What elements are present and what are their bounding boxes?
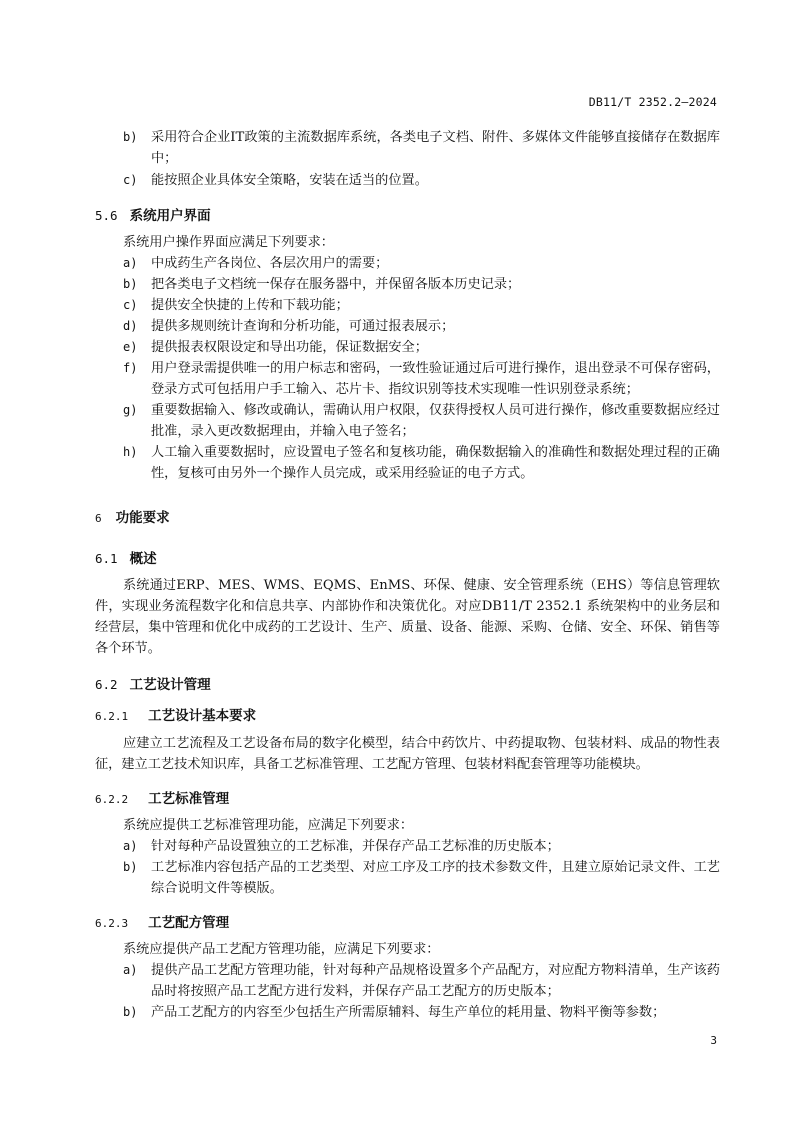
list-item [95, 253, 720, 274]
list-item-text: 提供报表权限设定和导出功能，保证数据安全； [151, 340, 428, 355]
document-code: DB11/T 2352.2—2024 [588, 95, 717, 109]
list-item [95, 400, 720, 442]
list-item-text: 提供产品工艺配方管理功能，针对每种产品规格设置多个产品配方，对应配方物料清单，生产该药品时将按照产品工艺配方进行发料，并保存产品工艺配方的历史版本； [151, 963, 720, 999]
section-number: 5.6 [95, 208, 118, 223]
list-marker: c) [123, 173, 138, 187]
list-item [95, 442, 720, 484]
list-marker: b) [123, 860, 138, 874]
list-item-text: 能按照企业具体安全策略，安装在适当的位置。 [151, 173, 428, 188]
list-marker: c) [123, 298, 138, 312]
list-item [95, 358, 720, 400]
list-marker: f) [123, 361, 138, 375]
section-title: 工艺设计管理 [129, 677, 211, 693]
list-marker: b) [123, 1005, 138, 1019]
list-item [95, 295, 720, 316]
section-title: 功能要求 [115, 510, 170, 526]
process-design-paragraph: 应建立工艺流程及工艺设备布局的数字化模型，结合中药饮片、中药提取物、包装材料、成品的物性表征，建立工艺技术知识库，具备工艺标准管理、工艺配方管理、包装材料配套管理等功能模块。 [95, 736, 720, 772]
section-heading-6-2-1 [95, 704, 256, 724]
overview-paragraph: 系统通过ERP、MES、WMS、EQMS、EnMS、环保、健康、安全管理系统（EHS）等信息管理软件，实现业务流程数字化和信息共享、内部协作和决策优化。对应DB11/T 2352.1 系统架构中的业务层和经营层，集中管理和优化中成药的工艺设计、生产、质量、设备、能源、采购、仓储、安全、环保、销售等各个环节。 [95, 578, 720, 656]
section-number: 6.2.1 [95, 710, 129, 723]
list-item-text: 把各类电子文档统一保存在服务器中，并保留各版本历史记录； [151, 277, 521, 292]
list-marker: d) [123, 319, 138, 333]
section-number: 6.1 [95, 551, 118, 566]
list-item [95, 1002, 720, 1023]
section-title: 工艺配方管理 [148, 915, 230, 931]
section-number: 6.2.3 [95, 917, 129, 930]
list-item-text: 提供安全快捷的上传和下载功能； [151, 298, 349, 313]
list-marker: b) [123, 277, 138, 291]
list-item-text: 采用符合企业IT政策的主流数据库系统，各类电子文档、附件、多媒体文件能够直接储存在数据库中； [151, 130, 720, 166]
section-title: 概述 [129, 551, 157, 567]
list-marker: e) [123, 340, 138, 354]
section-heading-6-2-3 [95, 911, 229, 931]
list-marker: a) [123, 963, 138, 977]
section-title: 工艺标准管理 [148, 791, 230, 807]
list-marker: g) [123, 403, 138, 417]
list-item-text: 中成药生产各岗位、各层次用户的需要； [151, 256, 389, 271]
list-item [95, 170, 720, 191]
list-item-text: 人工输入重要数据时，应设置电子签名和复核功能，确保数据输入的准确性和数据处理过程的正确性，复核可由另外一个操作人员完成，或采用经验证的电子方式。 [151, 445, 720, 481]
list-marker: b) [123, 130, 138, 144]
list-item-text: 产品工艺配方的内容至少包括生产所需原辅料、每生产单位的耗用量、物料平衡等参数； [151, 1005, 666, 1020]
section-number: 6 [95, 512, 102, 525]
list-item [95, 274, 720, 295]
list-item-text: 提供多规则统计查询和分析功能，可通过报表展示； [151, 319, 455, 334]
section-number: 6.2.2 [95, 793, 129, 806]
section-intro: 系统应提供工艺标准管理功能，应满足下列要求： [123, 818, 414, 833]
list-item-text: 用户登录需提供唯一的用户标志和密码，一致性验证通过后可进行操作，退出登录不可保存密码，登录方式可包括用户手工输入、芯片卡、指纹识别等技术实现唯一性识别登录系统； [151, 361, 720, 397]
section-number: 6.2 [95, 677, 118, 692]
list-item-text: 重要数据输入、修改或确认，需确认用户权限，仅获得授权人员可进行操作，修改重要数据应经过批准，录入更改数据理由，并输入电子签名； [151, 403, 720, 439]
list-item [95, 316, 720, 337]
list-marker: a) [123, 839, 138, 853]
list-item-text: 针对每种产品设置独立的工艺标准，并保存产品工艺标准的历史版本； [151, 839, 560, 854]
section-intro: 系统应提供产品工艺配方管理功能，应满足下列要求： [123, 942, 440, 957]
list-item [95, 857, 720, 899]
list-item [95, 127, 720, 169]
section-heading-5-6 [95, 204, 211, 224]
section-title: 工艺设计基本要求 [148, 708, 257, 724]
list-item [95, 960, 720, 1002]
section-heading-6 [95, 506, 170, 526]
list-marker: a) [123, 256, 138, 270]
section-intro: 系统用户操作界面应满足下列要求： [123, 235, 334, 250]
section-heading-6-2-2 [95, 787, 229, 807]
section-heading-6-2 [95, 673, 211, 693]
list-item-text: 工艺标准内容包括产品的工艺类型、对应工序及工序的技术参数文件，且建立原始记录文件、工艺综合说明文件等模版。 [151, 860, 720, 896]
list-item [95, 337, 720, 358]
list-item [95, 836, 720, 857]
list-marker: h) [123, 445, 138, 459]
section-title: 系统用户界面 [129, 208, 211, 224]
section-heading-6-1 [95, 547, 157, 567]
page-number: 3 [710, 1034, 717, 1047]
